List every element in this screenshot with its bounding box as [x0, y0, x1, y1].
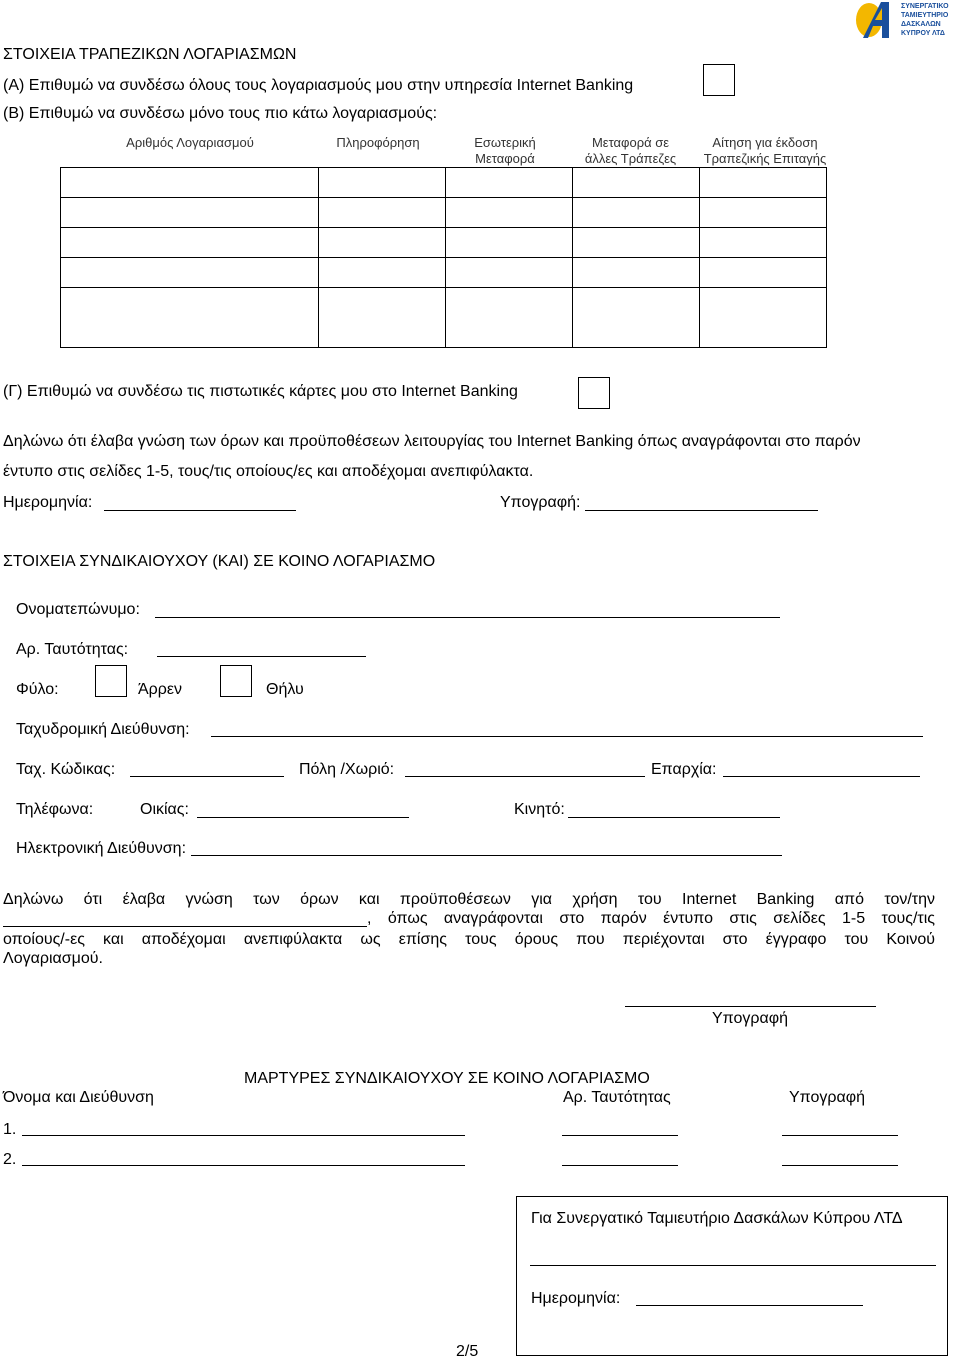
logo-line-4: ΚΥΠΡΟΥ ΛΤΔ — [901, 30, 945, 37]
city-field[interactable] — [405, 776, 645, 777]
witness-1-id-field[interactable] — [562, 1135, 678, 1136]
col-header-line: Πληροφόρηση — [336, 135, 420, 150]
witness-row-number: 2. — [3, 1151, 17, 1168]
mobile-label: Κινητό: — [514, 801, 565, 818]
witness-row-number: 1. — [3, 1121, 17, 1138]
email-label: Ηλεκτρονική Διεύθυνση: — [16, 840, 187, 857]
table-cell[interactable] — [319, 288, 446, 348]
table-cell[interactable] — [61, 288, 319, 348]
option-c-text: (Γ) Επιθυμώ να συνδέσω τις πιστωτικές κάρτες μου στο Internet Banking — [3, 383, 518, 400]
table-row — [61, 288, 827, 348]
table-row — [61, 258, 827, 288]
bank-signature-field[interactable] — [530, 1265, 936, 1266]
col-header-line: Αίτηση για έκδοση — [712, 135, 818, 150]
col-header-line: Τραπεζικής Επιταγής — [703, 151, 827, 166]
district-label: Επαρχία: — [651, 761, 717, 778]
col-header-line: άλλες Τράπεζες — [584, 151, 677, 166]
witness-col-id: Αρ. Ταυτότητας — [563, 1089, 671, 1106]
joint-declaration-line-2: , όπως αναγράφονται στο παρόν έντυπο στις σελίδες 1-5 τους/τις — [367, 910, 935, 927]
signature-field[interactable] — [585, 510, 818, 511]
table-cell[interactable] — [446, 228, 573, 258]
district-field[interactable] — [723, 776, 920, 777]
table-row — [61, 168, 827, 198]
col-header-account-number — [100, 135, 280, 151]
gender-label: Φύλο: — [16, 681, 59, 698]
female-label: Θήλυ — [266, 681, 304, 698]
bank-box-title: Για Συνεργατικό Ταμιευτήριο Δασκάλων Κύπρου ΛΤΔ — [531, 1210, 903, 1227]
table-cell[interactable] — [319, 198, 446, 228]
page-number: 2/5 — [456, 1343, 479, 1359]
table-cell[interactable] — [573, 168, 700, 198]
col-header-info — [318, 135, 438, 151]
witness-1-name-field[interactable] — [22, 1135, 465, 1136]
table-cell[interactable] — [61, 228, 319, 258]
date-field[interactable] — [104, 510, 296, 511]
witness-2-signature-field[interactable] — [782, 1165, 898, 1166]
signature-label: Υπογραφή: — [500, 494, 581, 511]
bank-date-label: Ημερομηνία: — [531, 1290, 621, 1307]
witness-1-signature-field[interactable] — [782, 1135, 898, 1136]
table-row — [61, 198, 827, 228]
joint-signature-field[interactable] — [625, 1006, 876, 1007]
col-header-line: Εσωτερική — [474, 135, 536, 150]
address-label: Ταχυδρομική Διεύθυνση: — [16, 721, 190, 738]
male-label: Άρρεν — [138, 681, 183, 698]
logo-line-1: ΣΥΝΕΡΓΑΤΙΚΟ — [901, 3, 949, 10]
option-b-text: (Β) Επιθυμώ να συνδέσω μόνο τους πιο κάτω λογαριασμούς: — [3, 105, 438, 122]
col-header-line: Μεταφορά σε — [591, 135, 670, 150]
table-cell[interactable] — [446, 198, 573, 228]
table-cell[interactable] — [446, 258, 573, 288]
table-cell[interactable] — [446, 288, 573, 348]
table-cell[interactable] — [700, 288, 827, 348]
joint-declaration-line-1: Δηλώνω ότι έλαβα γνώση των όρων και προϋποθέσεων για χρήση του Internet Banking από τον/την — [3, 891, 935, 908]
mobile-field[interactable] — [568, 817, 780, 818]
date-label: Ημερομηνία: — [3, 494, 93, 511]
option-a-text: (Α) Επιθυμώ να συνδέσω όλους τους λογαριασμούς μου στην υπηρεσία Internet Banking — [3, 77, 634, 94]
name-label: Ονοματεπώνυμο: — [16, 601, 140, 618]
col-header-internal-transfer — [445, 135, 565, 167]
bank-date-field[interactable] — [636, 1305, 863, 1306]
witness-col-signature: Υπογραφή — [789, 1089, 866, 1106]
accounts-title: ΣΤΟΙΧΕΙΑ ΤΡΑΠΕΖΙΚΩΝ ΛΟΓΑΡΙΑΣΜΩΝ — [3, 46, 297, 63]
col-header-other-banks — [568, 135, 693, 167]
option-c-checkbox[interactable] — [578, 377, 610, 409]
table-cell[interactable] — [319, 168, 446, 198]
table-cell[interactable] — [573, 228, 700, 258]
table-cell[interactable] — [700, 258, 827, 288]
option-a-checkbox[interactable] — [703, 64, 735, 96]
female-checkbox[interactable] — [220, 665, 252, 697]
table-row — [61, 228, 827, 258]
id-label: Αρ. Ταυτότητας: — [16, 641, 129, 658]
name-field[interactable] — [155, 617, 780, 618]
address-field[interactable] — [211, 736, 923, 737]
col-header-line: Μεταφορά — [475, 151, 535, 166]
joint-declaration-line-4: Λογαριασμού. — [3, 950, 103, 967]
joint-title: ΣΤΟΙΧΕΙΑ ΣΥΝΔΙΚΑΙΟΥΧΟΥ (ΚΑΙ) ΣΕ ΚΟΙΝΟ ΛΟΓΑΡΙΑΣΜΟ — [3, 553, 436, 570]
declaration-line-2: έντυπο στις σελίδες 1-5, τους/τις οποίους/ες και αποδέχομαι ανεπιφύλακτα. — [3, 463, 534, 480]
city-label: Πόλη /Χωριό: — [299, 761, 395, 778]
table-cell[interactable] — [319, 228, 446, 258]
male-checkbox[interactable] — [95, 665, 127, 697]
bank-logo — [855, 0, 955, 42]
col-header-line: Αριθμός Λογαριασμού — [126, 135, 254, 150]
home-phone-label: Οικίας: — [140, 801, 189, 818]
joint-signature-label: Υπογραφή — [712, 1010, 789, 1027]
phones-label: Τηλέφωνα: — [16, 801, 94, 818]
table-cell[interactable] — [61, 258, 319, 288]
witness-col-name: Όνομα και Διεύθυνση — [3, 1089, 154, 1106]
table-cell[interactable] — [319, 258, 446, 288]
home-phone-field[interactable] — [197, 817, 409, 818]
id-field[interactable] — [157, 656, 366, 657]
accounts-table — [60, 167, 827, 348]
declaration-line-1: Δηλώνω ότι έλαβα γνώση των όρων και προϋποθέσεων λειτουργίας του Internet Banking όπως αναγράφονται στο παρόν — [3, 433, 861, 450]
table-cell[interactable] — [573, 288, 700, 348]
table-cell[interactable] — [446, 168, 573, 198]
holder-name-field[interactable] — [3, 926, 367, 927]
table-cell[interactable] — [700, 228, 827, 258]
col-header-cheque-request — [694, 135, 836, 167]
table-cell[interactable] — [700, 168, 827, 198]
witnesses-title: ΜΑΡΤΥΡΕΣ ΣΥΝΔΙΚΑΙΟΥΧΟΥ ΣΕ ΚΟΙΝΟ ΛΟΓΑΡΙΑΣΜΟ — [244, 1070, 650, 1087]
postcode-label: Ταχ. Κώδικας: — [16, 761, 116, 778]
table-cell[interactable] — [700, 198, 827, 228]
table-cell[interactable] — [61, 168, 319, 198]
table-cell[interactable] — [61, 198, 319, 228]
table-cell[interactable] — [573, 258, 700, 288]
witness-2-name-field[interactable] — [22, 1165, 465, 1166]
postcode-field[interactable] — [130, 776, 284, 777]
joint-declaration-line-3: οποίους/-ες και αποδέχομαι ανεπιφύλακτα ως επίσης τους όρους που περιέχονται στο έγγραφο του Κοινού — [3, 931, 935, 948]
logo-line-3: ΔΑΣΚΑΛΩΝ — [901, 21, 941, 28]
email-field[interactable] — [191, 855, 782, 856]
witness-2-id-field[interactable] — [562, 1165, 678, 1166]
logo-line-2: ΤΑΜΙΕΥΤΗΡΙΟ — [901, 12, 949, 19]
table-cell[interactable] — [573, 198, 700, 228]
